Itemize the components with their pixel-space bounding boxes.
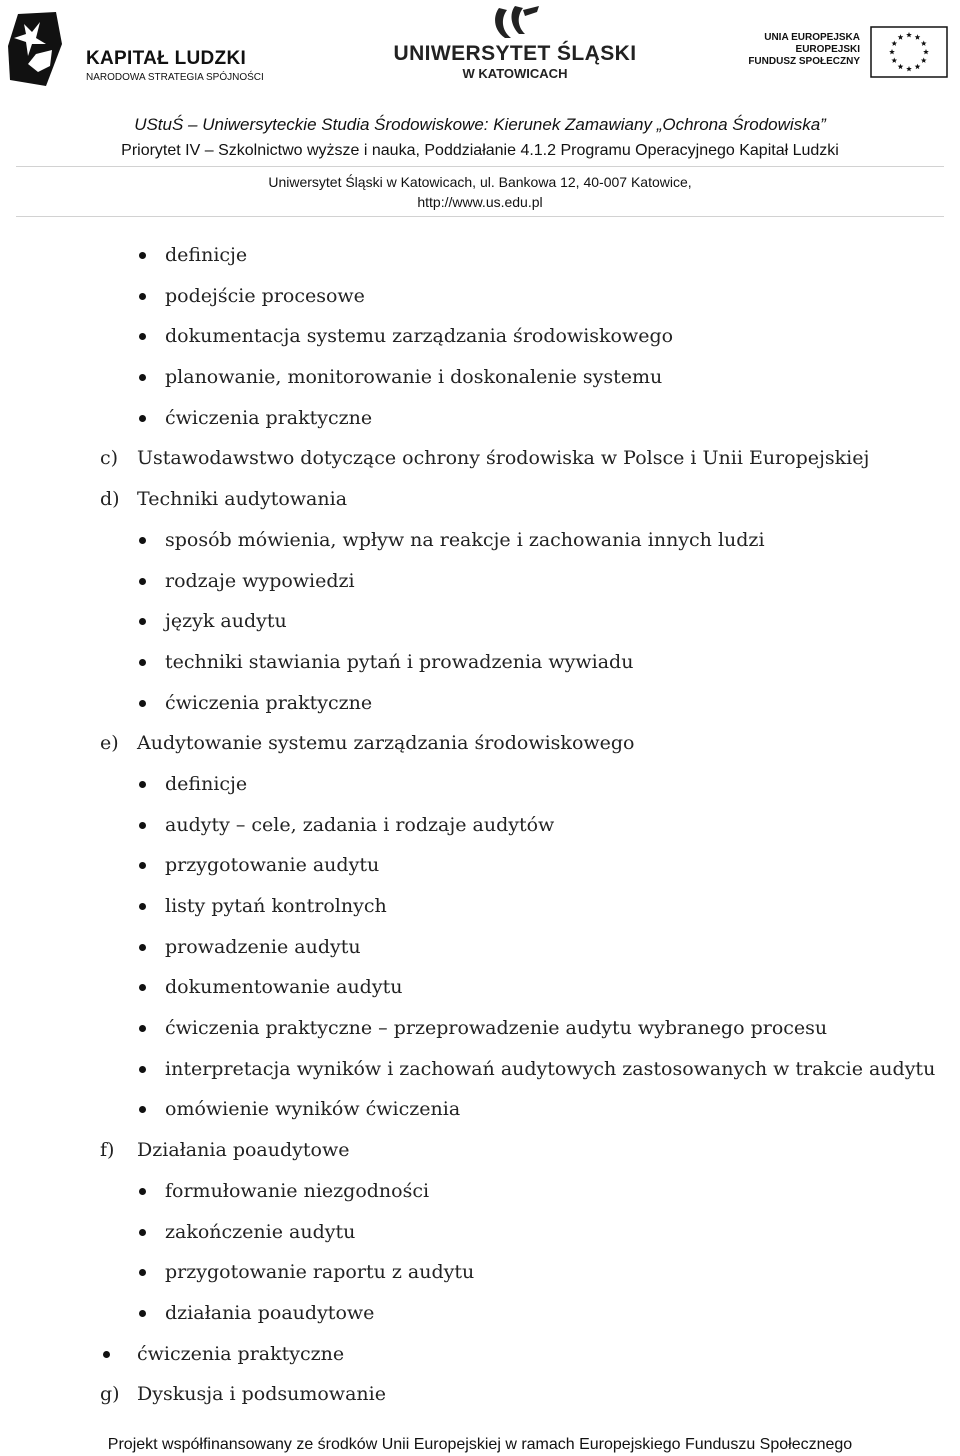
list-item	[0, 276, 960, 317]
list-item-text: ćwiczenia praktyczne	[165, 406, 373, 429]
list-item-text: techniki stawiania pytań i prowadzenia wywiadu	[165, 650, 634, 673]
section-label: e)	[100, 732, 119, 755]
kapital-ludzki-title: KAPITAŁ LUDZKI	[86, 48, 247, 69]
list-item	[0, 601, 960, 642]
uniwersytet-slaski-logo	[390, 4, 640, 84]
section-heading	[0, 438, 960, 479]
list-item	[0, 316, 960, 357]
header	[0, 112, 960, 164]
list-item-text: ćwiczenia praktyczne	[137, 1342, 345, 1365]
list-item	[0, 398, 960, 439]
list-item-text: podejście procesowe	[165, 284, 365, 307]
kapital-ludzki-emblem-icon	[6, 10, 68, 90]
list-item	[0, 357, 960, 398]
eu-logo-line3: FUNDUSZ SPOŁECZNY	[748, 56, 860, 67]
kapital-ludzki-logo	[6, 10, 276, 90]
section-label: f)	[100, 1139, 115, 1162]
list-item	[0, 1252, 960, 1293]
section-text: Techniki audytowania	[137, 488, 348, 511]
section-text: Działania poaudytowe	[137, 1139, 350, 1162]
header-address: Uniwersytet Śląski w Katowicach, ul. Bankowa 12, 40-007 Katowice,	[268, 174, 692, 190]
list-item-text: formułowanie niezgodności	[165, 1179, 430, 1202]
header-divider-top	[16, 166, 944, 167]
list-item	[0, 1049, 960, 1090]
list-item-text: prowadzenie audytu	[165, 935, 361, 958]
list-item-text: audyty – cele, zadania i rodzaje audytów	[165, 813, 555, 836]
list-item	[0, 520, 960, 561]
header-project-title: UStuŚ – Uniwersyteckie Studia Środowiskowe: Kierunek Zamawiany „Ochrona Środowiska”	[134, 115, 826, 134]
list-item-text: przygotowanie raportu z audytu	[165, 1261, 475, 1284]
list-item-text: przygotowanie audytu	[165, 854, 380, 877]
header-priority: Priorytet IV – Szkolnictwo wyższe i nauka, Poddziałanie 4.1.2 Programu Operacyjnego Kapitał Ludzki	[121, 142, 839, 159]
list-item	[0, 845, 960, 886]
header-url[interactable]: http://www.us.edu.pl	[417, 194, 543, 210]
list-item	[0, 805, 960, 846]
list-item-text: dokumentowanie audytu	[165, 976, 403, 999]
list-item	[0, 1212, 960, 1253]
section-heading	[0, 479, 960, 520]
eu-flag-icon	[870, 26, 948, 78]
list-item-text: język audytu	[165, 610, 287, 633]
section-heading	[0, 1374, 960, 1415]
kapital-ludzki-subtitle: NARODOWA STRATEGIA SPÓJNOŚCI	[86, 72, 264, 83]
section-text: Dyskusja i podsumowanie	[137, 1383, 386, 1406]
uniwersytet-slaski-subtitle: W KATOWICACH	[462, 66, 568, 81]
list-item	[0, 1293, 960, 1334]
uniwersytet-slaski-emblem-icon	[485, 4, 545, 42]
list-item	[0, 1171, 960, 1212]
list-item-text: dokumentacja systemu zarządzania środowiskowego	[165, 325, 674, 348]
list-item	[0, 1089, 960, 1130]
list-item-text: rodzaje wypowiedzi	[165, 569, 355, 592]
list-item-text: interpretacja wyników i zachowań audytowych zastosowanych w trakcie audytu	[165, 1057, 936, 1080]
syllabus-list	[0, 235, 960, 1415]
section-label: c)	[100, 447, 119, 470]
list-item	[0, 1008, 960, 1049]
list-item	[0, 235, 960, 276]
eu-logo	[740, 26, 950, 82]
list-item	[0, 1334, 960, 1375]
uniwersytet-slaski-title: UNIWERSYTET ŚLĄSKI	[393, 42, 637, 65]
list-item	[0, 561, 960, 602]
section-label: d)	[100, 488, 120, 511]
section-text: Ustawodawstwo dotyczące ochrony środowiska w Polsce i Unii Europejskiej	[137, 447, 870, 470]
eu-logo-line2: EUROPEJSKI	[795, 44, 860, 55]
list-item-text: definicje	[165, 772, 248, 795]
list-item-text: omówienie wyników ćwiczenia	[165, 1098, 461, 1121]
eu-logo-text	[740, 32, 860, 68]
list-item-text: definicje	[165, 244, 248, 266]
list-item	[0, 683, 960, 724]
list-item-text: ćwiczenia praktyczne	[165, 691, 373, 714]
list-item-text: planowanie, monitorowanie i doskonalenie systemu	[165, 366, 663, 389]
section-heading	[0, 1130, 960, 1171]
footer-text: Projekt współfinansowany ze środków Unii Europejskiej w ramach Europejskiego Funduszu Społecznego	[107, 1436, 853, 1453]
list-item	[0, 764, 960, 805]
list-item-text: działania poaudytowe	[165, 1301, 375, 1324]
list-item	[0, 886, 960, 927]
list-item-text: zakończenie audytu	[165, 1220, 356, 1243]
header-divider-bottom	[16, 216, 944, 217]
list-item-text: ćwiczenia praktyczne – przeprowadzenie audytu wybranego procesu	[165, 1017, 828, 1040]
logo-bar	[0, 0, 960, 110]
section-heading	[0, 723, 960, 764]
eu-logo-line1: UNIA EUROPEJSKA	[764, 32, 860, 43]
list-item	[0, 927, 960, 968]
header-address-block	[0, 172, 960, 212]
list-item-text: sposób mówienia, wpływ na reakcje i zachowania innych ludzi	[165, 528, 765, 551]
list-item	[0, 967, 960, 1008]
section-label: g)	[100, 1383, 120, 1406]
list-item	[0, 642, 960, 683]
list-item-text: listy pytań kontrolnych	[165, 895, 387, 917]
section-text: Audytowanie systemu zarządzania środowiskowego	[137, 732, 635, 755]
